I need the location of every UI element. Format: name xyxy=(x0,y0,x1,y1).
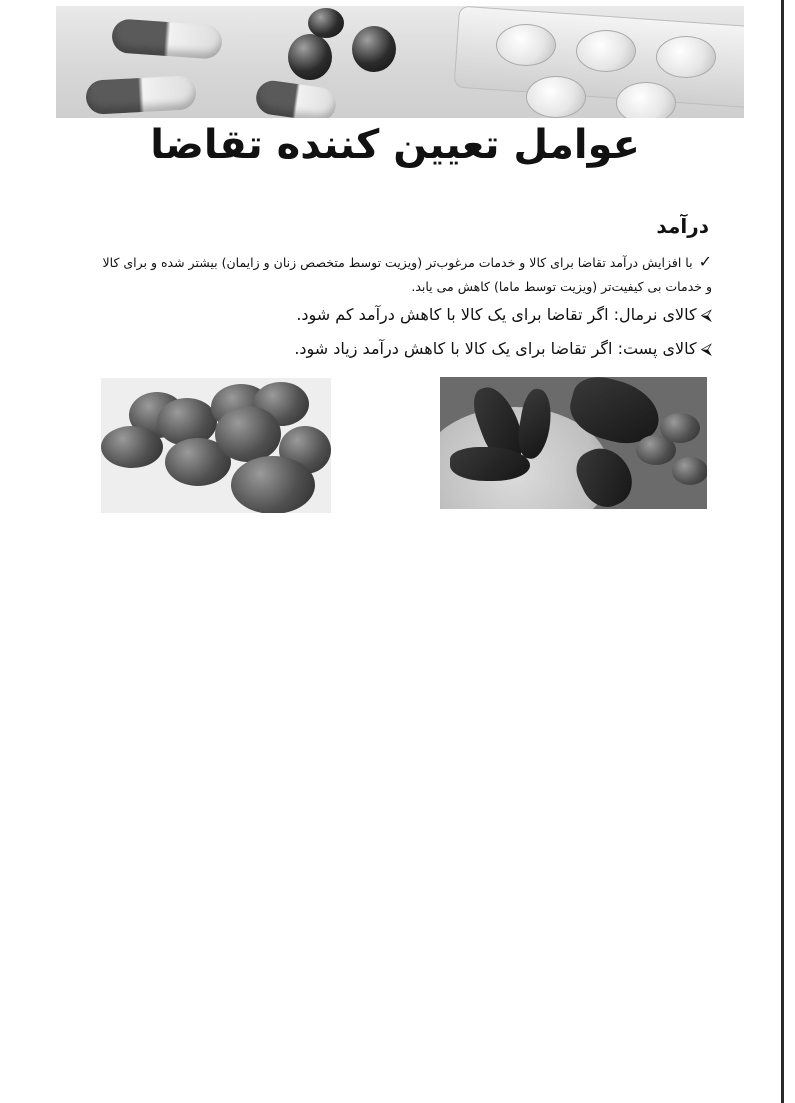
tablet xyxy=(656,36,716,78)
tablet xyxy=(576,30,636,72)
capsule xyxy=(85,75,197,115)
tablet xyxy=(616,82,676,118)
meatball xyxy=(101,426,163,468)
capsule xyxy=(254,79,338,118)
tablet xyxy=(496,24,556,66)
tablet xyxy=(526,76,586,118)
intro-bullet-text: با افزایش درآمد تقاضا برای کالا و خدمات مرغوب‌تر (ویزیت توسط متخصص زنان و زایمان) بیشتر شده و برای کالا و خدمات بی کیفیت‌تر (ویزیت توسط ماما) کاهش می یابد. xyxy=(102,255,712,294)
normal-good-bullet xyxy=(100,305,712,325)
arrow-bullet-icon: ⮘ xyxy=(700,339,712,358)
page-edge xyxy=(781,0,784,1103)
section-heading: درآمد xyxy=(656,214,709,238)
olive xyxy=(660,413,700,443)
softgel xyxy=(352,26,396,72)
softgel xyxy=(288,34,332,80)
grilled-meat-image xyxy=(440,377,707,509)
inferior-good-text: کالای پست: اگر تقاضا برای یک کالا با کاهش درآمد زیاد شود. xyxy=(294,339,697,358)
page-title: عوامل تعیین کننده تقاضا xyxy=(150,122,640,168)
meatball xyxy=(215,406,281,462)
meatball xyxy=(231,456,315,513)
capsule xyxy=(111,18,223,60)
normal-good-text: کالای نرمال: اگر تقاضا برای یک کالا با کاهش درآمد کم شود. xyxy=(296,305,697,324)
inferior-good-bullet xyxy=(100,339,712,359)
softgel xyxy=(308,8,344,38)
arrow-bullet-icon: ⮘ xyxy=(700,305,712,324)
grilled-meat xyxy=(450,447,530,481)
meatballs-image xyxy=(101,378,331,513)
olive xyxy=(672,457,707,485)
intro-bullet xyxy=(100,250,712,299)
check-mark-icon: ✓ xyxy=(698,252,712,271)
pills-banner-image xyxy=(56,6,744,118)
